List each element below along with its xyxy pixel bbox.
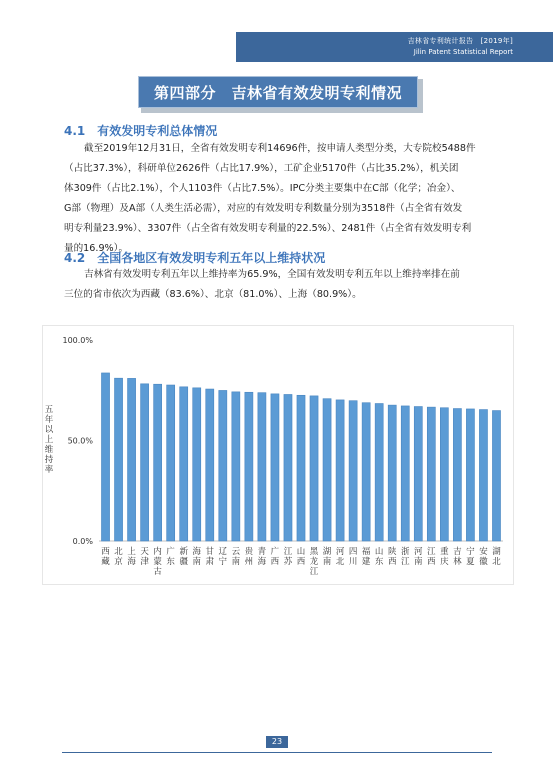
bar-重庆: [440, 408, 448, 541]
x-tick-label: 重庆: [440, 547, 449, 567]
bar-湖北: [492, 411, 500, 541]
paragraph-line: 吉林省有效发明专利五年以上维持率为65.9%，全国有效发明专利五年以上维持率排在前: [84, 269, 460, 280]
x-tick-label: 江苏: [283, 547, 293, 567]
x-tick-label: 内蒙古: [153, 547, 162, 577]
paragraph-line: 体309件（占比2.1%），个人1103件（占比7.5%）。IPC分类主要集中在C部（化学；冶金）、: [64, 183, 461, 194]
section-heading-4-2: 4.2 全国各地区有效发明专利五年以上维持状况: [64, 251, 326, 265]
bar-天津: [141, 384, 149, 541]
x-tick-label: 上海: [127, 547, 136, 567]
bar-山西: [297, 395, 305, 541]
bar-广西: [271, 394, 279, 541]
x-tick-label: 新疆: [179, 547, 188, 567]
bar-青海: [258, 393, 266, 541]
retention-rate-chart: [42, 325, 514, 585]
bar-湖南: [323, 399, 331, 541]
x-tick-label: 辽宁: [218, 547, 228, 567]
x-tick-label: 黑龙江: [309, 547, 319, 577]
bar-河北: [336, 400, 344, 541]
y-tick-label: 0.0%: [72, 537, 93, 546]
bar-海南: [193, 388, 201, 541]
x-tick-label: 湖南: [322, 547, 332, 567]
bar-上海: [128, 378, 136, 541]
bar-黑龙江: [310, 396, 318, 541]
bar-辽宁: [219, 390, 227, 541]
x-tick-label: 湖北: [492, 547, 501, 567]
x-tick-label: 广东: [166, 547, 175, 567]
bar-江苏: [284, 394, 292, 541]
footer-divider: [62, 752, 492, 753]
bar-西藏: [101, 373, 109, 541]
x-tick-label: 山西: [296, 547, 306, 567]
bar-云南: [232, 392, 240, 541]
x-tick-label: 河北: [335, 547, 345, 567]
x-tick-label: 广西: [270, 547, 280, 567]
x-tick-label: 吉林: [453, 547, 462, 567]
bar-北京: [115, 378, 123, 541]
x-tick-label: 青海: [257, 547, 267, 567]
retention-rate-bar-chart: [43, 326, 513, 584]
header-title: 吉林省专利统计报告 [2019年]: [407, 37, 513, 45]
x-tick-label: 江西: [427, 547, 436, 567]
bar-吉林: [453, 409, 461, 541]
bar-宁夏: [466, 409, 474, 541]
paragraph-line: G部（物理）及A部（人类生活必需），对应的有效发明专利数量分别为3518件（占全省有效发: [64, 203, 463, 214]
bar-浙江: [401, 406, 409, 541]
bar-广东: [167, 385, 175, 541]
bar-陕西: [388, 405, 396, 541]
y-tick-label: 100.0%: [62, 336, 93, 345]
bar-福建: [362, 403, 370, 541]
x-tick-label: 甘肃: [205, 547, 215, 567]
paragraph-line: 截至2019年12月31日，全省有效发明专利14696件，按申请人类型分类，大专院校5488件: [84, 143, 476, 154]
x-tick-label: 河南: [414, 547, 423, 567]
x-tick-label: 西藏: [101, 547, 110, 567]
x-tick-label: 安徽: [479, 547, 488, 567]
x-tick-label: 四川: [348, 547, 358, 567]
x-tick-label: 海南: [192, 547, 201, 567]
bar-山东: [375, 404, 383, 541]
x-tick-label: 山东: [374, 547, 384, 567]
bar-江西: [427, 407, 435, 541]
x-tick-label: 陕西: [387, 547, 397, 567]
bar-内蒙古: [154, 384, 162, 541]
x-tick-label: 浙江: [401, 547, 410, 567]
paragraph-line: 量的16.9%）。: [64, 243, 129, 254]
bar-甘肃: [206, 389, 214, 541]
report-header: [236, 32, 553, 62]
part-title-banner: 第四部分 吉林省有效发明专利情况: [138, 76, 418, 108]
bar-河南: [414, 407, 422, 541]
y-axis-label: 五 年 以 上 维 持 率: [44, 405, 54, 475]
bar-四川: [349, 401, 357, 541]
section-heading-4-1: 4.1 有效发明专利总体情况: [64, 124, 218, 138]
header-subtitle: Jilin Patent Statistical Report: [413, 48, 513, 56]
paragraph-line: （占比37.3%），科研单位2626件（占比17.9%），工矿企业5170件（占比35.2%），机关团: [64, 163, 459, 174]
bar-安徽: [479, 410, 487, 541]
x-tick-label: 天津: [140, 547, 149, 567]
x-tick-label: 云南: [231, 547, 241, 567]
x-tick-label: 贵州: [244, 547, 254, 567]
section-paragraph-4-1: [64, 139, 496, 259]
x-tick-label: 福建: [361, 547, 371, 567]
x-tick-label: 宁夏: [466, 547, 475, 567]
paragraph-line: 三位的省市依次为西藏（83.6%）、北京（81.0%）、上海（80.9%）。: [64, 289, 362, 300]
paragraph-line: 明专利量23.9%）、3307件（占全省有效发明专利量的22.5%）、2481件（占全省有效发明专利: [64, 223, 472, 234]
bar-贵州: [245, 392, 253, 541]
x-tick-label: 北京: [114, 547, 123, 567]
y-tick-label: 50.0%: [67, 436, 93, 446]
bar-新疆: [180, 387, 188, 541]
section-paragraph-4-2: [64, 265, 496, 305]
page-number: 23: [266, 736, 288, 748]
